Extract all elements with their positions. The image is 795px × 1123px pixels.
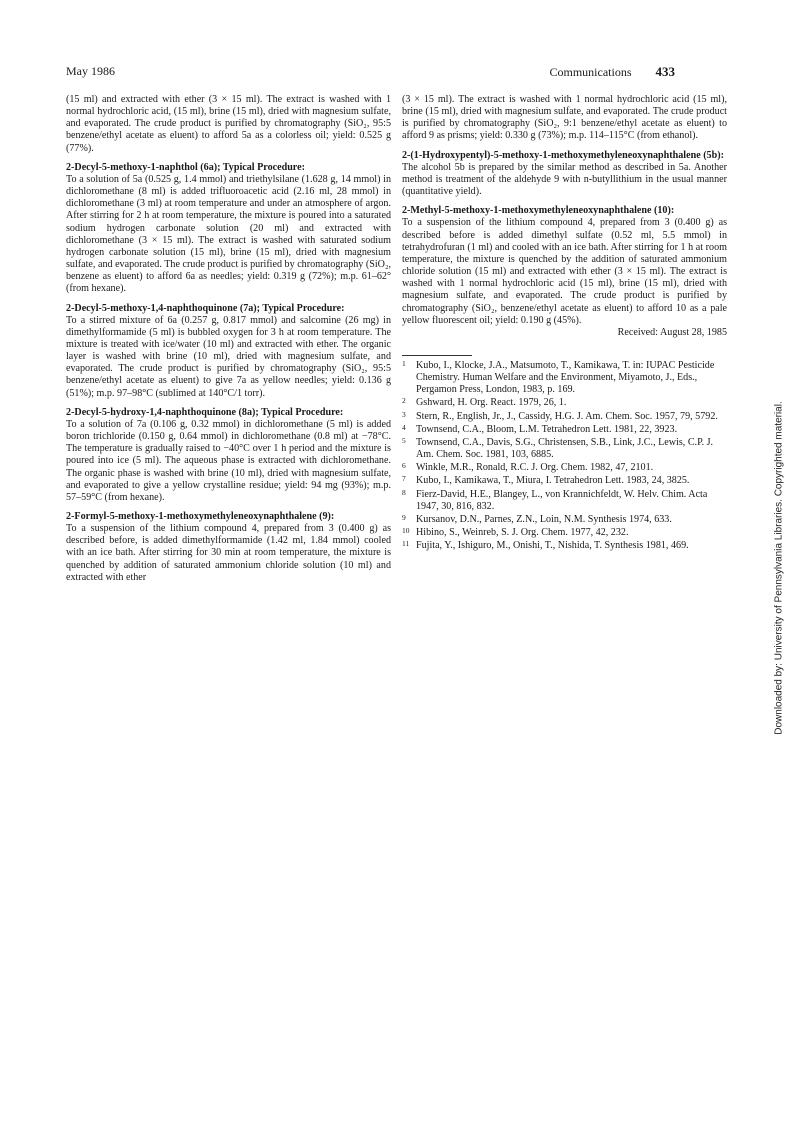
running-header-date: May 1986 [66,64,115,78]
procedure-body: To a stirred mixture of 6a (0.257 g, 0.817 mmol) and salcomine (26 mg) in dimethylformamide (5 ml) is bubbled oxygen for 3 h at room temperature. The mixture is treated with ice/water (10 ml) and extracted with ether. The organic layer is washed with brine (10 ml), dried with magnesium sulfate, and evaporated. The crude product is purified by chromatography (SiO₂, 95:5 benzene/ethyl acetate as eluent) to give 7a as yellow needles; yield: 0.136 g (51%); m.p. 97–98°C (sublimed at 140°C/1 torr). [66,314,391,399]
continued-paragraph: (3 × 15 ml). The extract is washed with 1 normal hydrochloric acid (15 ml), brine (15 ml), dried with magnesium sulfate, and evaporated. The crude product is purified by chromatography (SiO₂, 9:1 benzene/ethyl acetate as eluent) to afford 9 as prisms; yield: 0.330 g (73%); m.p. 114–115°C (from ethanol). [402,94,727,142]
reference-text: Townsend, C.A., Davis, S.G., Christensen, S.B., Link, J.C., Lewis, C.P. J. Am. Chem. Soc. 1981, 103, 6885. [416,436,714,461]
procedure-8a [66,407,391,504]
running-header-journal [550,64,676,80]
received-date: Received: August 28, 1985 [617,326,727,338]
procedure-10 [402,205,727,327]
reference-text: Stern, R., English, Jr., J., Cassidy, H.G. J. Am. Chem. Soc. 1957, 79, 5792. [416,410,718,422]
reference-number: 4 [402,422,406,432]
reference-item [402,462,727,474]
procedure-heading: 2-Decyl-5-methoxy-1-naphthol (6a); Typical Procedure: [66,161,305,173]
right-column [402,94,727,553]
procedure-heading: 2-Decyl-5-methoxy-1,4-naphthoquinone (7a); Typical Procedure: [66,302,345,314]
procedure-5b [402,150,727,199]
page-number: 433 [655,64,675,79]
procedure-body: The alcohol 5b is prepared by the similar method as described in 5a. Another method is treatment of the aldehyde 9 with n-butyllithium in the usual manner (quantitative yield). [402,161,727,198]
reference-number: 9 [402,512,406,522]
procedure-heading: 2-Methyl-5-methoxy-1-methoxymethyleneoxynaphthalene (10): [402,205,675,217]
reference-number: 5 [402,435,406,445]
procedure-heading: 2-(1-Hydroxypentyl)-5-methoxy-1-methoxymethyleneoxynaphthalene (5b): [402,149,724,161]
reference-number: 6 [402,461,406,471]
reference-text: Fierz-David, H.E., Blangey, L., von Krannichfeldt, W. Helv. Chim. Acta 1947, 30, 816, 832. [416,488,708,512]
reference-text: Winkle, M.R., Ronald, R.C. J. Org. Chem. 1982, 47, 2101. [416,462,654,474]
reference-number: 3 [402,409,406,419]
procedure-7a [66,303,391,400]
reference-item [402,527,727,539]
reference-item [402,437,727,461]
reference-number: 8 [402,487,406,497]
reference-number: 2 [402,396,406,406]
footnote-rule [402,355,472,356]
reference-item [402,514,727,526]
reference-text: Fujita, Y., Ishiguro, M., Onishi, T., Nishida, T. Synthesis 1981, 469. [416,540,689,552]
procedure-body: To a solution of 5a (0.525 g, 1.4 mmol) and triethylsilane (1.628 g, 14 mmol) in dichloromethane (8 ml) is added trifluoroacetic acid (2.16 ml, 28 mmol) in dichloromethane (3 ml) at room temperature and under an atmosphere of argon. After stirring for 2 h at room temperature, the mixture is poured into a saturated sodium hydrogen carbonate solution (20 ml) and extracted with dichloromethane (3 × 15 ml). The extract is washed with saturated sodium hydrogen carbonate solution (15 ml), brine (15 ml), dried with magnesium sulfate, and evaporated. The crude product is purified by chromatography (SiO₂, benzene as eluent) to afford 6a as needles; yield: 0.319 g (72%); m.p. 61–62° (from hexane). [66,173,391,295]
journal-section-name: Communications [549,65,632,79]
reference-text: Gshward, H. Org. React. 1979, 26, 1. [416,397,567,409]
procedure-heading: 2-Formyl-5-methoxy-1-methoxymethyleneoxynaphthalene (9): [66,511,335,522]
reference-item [402,411,727,423]
download-watermark: Downloaded by: University of Pennsylvania Libraries. Copyrighted material. [773,401,785,735]
reference-text: Townsend, C.A., Bloom, L.M. Tetrahedron Lett. 1981, 22, 3923. [416,423,678,435]
reference-number: 1 [402,358,406,368]
reference-number: 7 [402,474,406,484]
continued-paragraph: (15 ml) and extracted with ether (3 × 15 ml). The extract is washed with 1 normal hydrochloric acid, (15 ml), brine (15 ml), dried with magnesium sulfate, and evaporated. The crude product is purified by chromatography (SiO₂, 95:5 benzene/ethyl acetate as eluent) to afford 5a as a colorless oil; yield: 0.525 g (77%). [66,94,391,154]
reference-text: Kubo, I., Kamikawa, T., Miura, I. Tetrahedron Lett. 1983, 24, 3825. [416,475,690,487]
procedure-heading: 2-Decyl-5-hydroxy-1,4-naphthoquinone (8a); Typical Procedure: [66,406,344,418]
procedure-6a [66,162,391,296]
left-column [66,94,391,584]
procedure-9 [66,511,391,584]
reference-text: Kursanov, D.N., Parnes, Z.N., Loin, N.M. Synthesis 1974, 633. [416,513,672,525]
reference-item [402,475,727,487]
reference-list [402,360,727,552]
reference-number: 10 [402,526,410,535]
procedure-body: To a solution of 7a (0.106 g, 0.32 mmol) in dichloromethane (5 ml) is added boron trichloride (0.150 g, 0.64 mmol) in dichloromethane (0.8 ml) at −78°C. The temperature is gradually raised to −40°C over 1 h period and the mixture is poured into ice (5 ml). The aqueous phase is extracted with dichloromethane. The organic phase is washed with brine (10 ml), dried with magnesium sulfate, and evaporated to give a yellow crystalline residue; yield: 94 mg (93%); m.p. 57–59°C (from hexane). [66,418,391,503]
reference-number: 11 [402,539,410,549]
reference-item [402,489,727,513]
reference-item [402,360,727,396]
procedure-body: To a suspension of the lithium compound 4, prepared from 3 (0.400 g) as described before is added dimethyl sulfate (0.52 ml, 5.5 mmol) in tetrahydrofuran (1 ml) and cooled with an ice bath. After stirring for 1 h at room temperature, the mixture is quenched by the addition of saturated ammonium chloride solution (15 ml) and extracted with ether (3 × 15 ml). The extract is washed with 1 normal hydrochloric acid (15 ml), brine (15 ml), dried with magnesium sulfate, and evaporated. The crude product is purified by chromatography (SiO₂, benzene/ethyl acetate as eluent) to afford 10 as a pale yellow fluorescent oil; yield: 0.190 g (45%). [402,217,727,326]
procedure-body: To a suspension of the lithium compound 4, prepared from 3 (0.400 g) as described before, is added dimethylformamide (1.42 ml, 1.84 mmol) cooled with an ice bath. After stirring for 30 min at room temperature, the mixture is quenched by addition of saturated ammonium chloride solution (10 ml) and extracted with ether [66,523,391,583]
reference-text: Kubo, I., Klocke, J.A., Matsumoto, T., Kamikawa, T. in: IUPAC Pesticide Chemistry. Human Welfare and the Environment, Miyamoto, J., Eds., Pergamon Press, London, 1983, p. 169. [416,359,715,396]
reference-item [402,424,727,436]
reference-item [402,397,727,409]
reference-text: Hibino, S., Weinreb, S. J. Org. Chem. 1977, 42, 232. [416,527,629,538]
reference-item [402,540,727,552]
